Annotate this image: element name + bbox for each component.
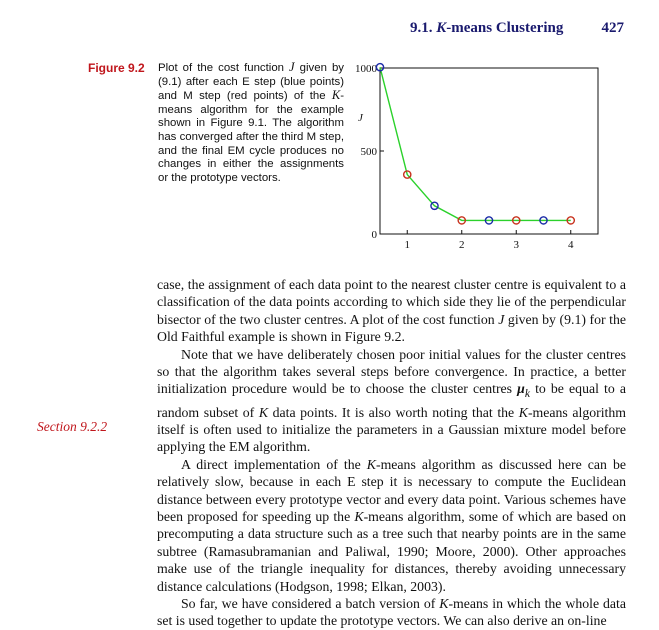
paragraph-2: Note that we have deliberately chosen poor initial values for the cluster centres so that the algorithm takes several steps before convergence. In practice, a better initialization procedure would be to choose the cluster centres $\mu_k$ to be equal to a random subset of K data points. It is also worth noting that the K-means algorithm itself is often used to initialize the parameters in a Gaussian mixture model before applying the EM algorithm. <box>157 346 627 455</box>
section-title <box>410 20 563 37</box>
figure-label: Figure 9.2 <box>88 61 145 75</box>
body-text <box>157 276 626 630</box>
chart-svg <box>346 62 616 262</box>
cost-series-line <box>380 67 571 220</box>
data-points <box>376 64 574 224</box>
x-axis-ticks <box>405 230 575 251</box>
y-axis-label: J <box>358 112 363 125</box>
x-tick-label: 1 <box>404 239 410 251</box>
x-tick-label: 2 <box>459 239 465 251</box>
y-tick-label: 500 <box>360 146 377 158</box>
plot-frame <box>380 68 598 234</box>
margin-note-section-ref: Section 9.2.2 <box>37 419 108 434</box>
cost-function-plot <box>346 62 616 262</box>
x-tick-label: 3 <box>513 239 519 251</box>
y-tick-label: 1000 <box>355 63 377 75</box>
caption-var-j: J <box>289 60 295 74</box>
section-number: 9.1. <box>410 20 433 36</box>
y-tick-label: 0 <box>371 229 377 241</box>
paragraph-3: A direct implementation of the K-means algorithm as discussed here can be relatively slow, because in each E step it is necessary to compute the Euclidean distance between every prototype vector and every data point. Various schemes have been proposed for speeding up the K-means algorithm, some of which are based on precomputing a data structure such as a tree such that nearby points are in the same subtree (Ramasubramanian and Paliwal, 1990; Moore, 2000). Other approaches make use of the triangle inequality for distances, thereby avoiding unnecessary distance calculations (Hodgson, 1998; Elkan, 2003). <box>157 456 626 594</box>
caption-var-k: K <box>331 88 341 103</box>
section-title-rest: -means Clustering <box>446 20 564 36</box>
figure-caption: Plot of the cost function J given by (9.1) after each E step (blue points) and M step (red points) of the K-means algorithm for the example shown in Figure 9.1. The algorithm has converged after the third M step, and the final EM cycle produces no changes in either the assignments or the prototype vectors. <box>158 60 344 184</box>
paragraph-4: So far, we have considered a batch version of K-means in which the whole data set is used together to update the prototype vectors. We can also derive an on-line <box>157 596 626 629</box>
x-tick-label: 4 <box>568 239 574 251</box>
section-var: K <box>436 20 447 36</box>
paragraph-1: case, the assignment of each data point to the nearest cluster centre is equivalent to a classification of the data points according to which side they lie of the perpendicular bisector of the two cluster centres. A plot of the cost function J given by (9.1) for the Old Faithful example is shown in Figure 9.2. <box>157 277 627 345</box>
page-number: 427 <box>601 20 624 36</box>
